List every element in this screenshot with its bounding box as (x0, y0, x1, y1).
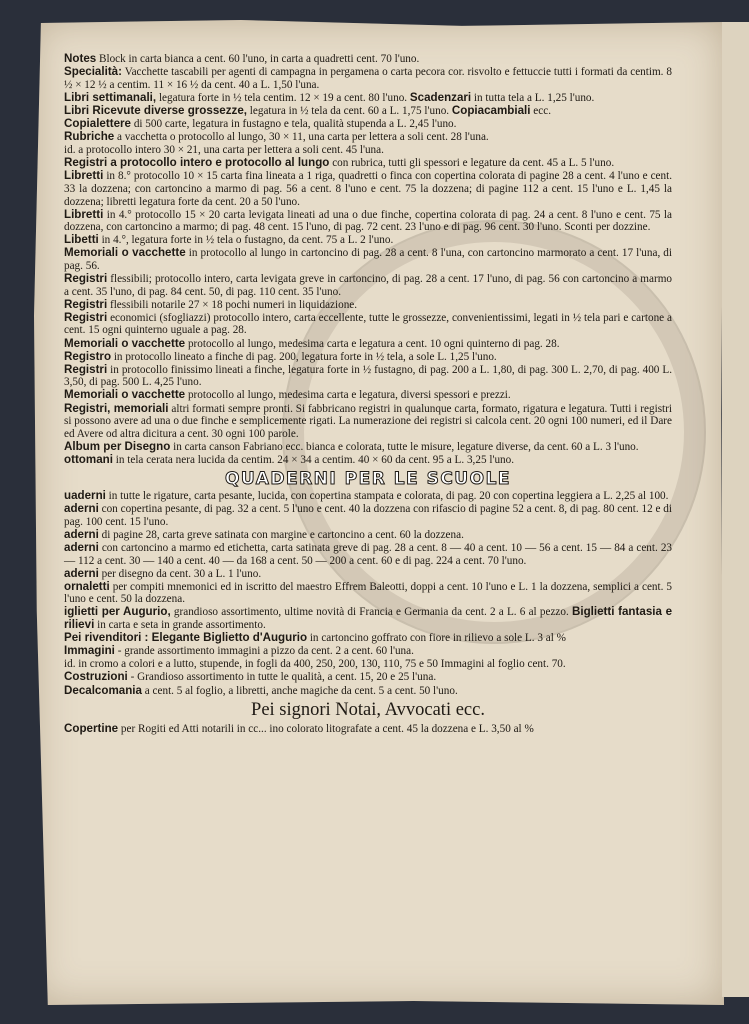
list-item (64, 658, 672, 671)
notary-entries (64, 723, 672, 736)
list-item (64, 157, 672, 170)
entry-subtext: ecc. (533, 104, 551, 117)
list-item (64, 247, 672, 272)
list-item (64, 568, 672, 581)
entry-text: economici (sfogliazzi) protocollo intero, carta eccellente, tutte le grossezze, convenientissimi, legati in ½ tela pari e cartone a cent. 15 ogni quinterno uguale a pag. 28. (64, 311, 672, 337)
entry-text: protocollo al lungo, medesima carta e legatura a cent. 10 ogni quinterno di pag. 28. (187, 337, 560, 350)
entry-title: Album per Disegno (64, 439, 171, 453)
entry-title: Libetti (64, 233, 99, 247)
entry-title: Registri, memoriali (64, 401, 169, 415)
list-item (64, 671, 672, 684)
list-item (64, 529, 672, 542)
entry-text: a vacchetta o protocollo al lungo, 30 × 11, una carta per lettera a soli cent. 28 l'una. (117, 131, 489, 144)
entry-text: in carta canson Fabriano ecc. bianca e colorata, tutte le misure, legature diverse, da cent. 60 a L. 3 l'uno. (173, 440, 639, 453)
section-title-notai: Pei signori Notai, Avvocati ecc. (251, 700, 485, 721)
entry-subtext: in tutta tela a L. 1,25 l'uno. (473, 91, 595, 104)
section-title-quaderni: QUADERNI PER LE SCUOLE (224, 468, 512, 489)
list-item (64, 645, 672, 658)
entry-title: Registro (64, 349, 112, 363)
list-item (64, 312, 672, 337)
entry-text: flessibili; protocollo intero, carta levigata greve in cartoncino, di pag. 28 a cent. 17 l'uno, di pag. 56 con cartoncino a marmo a cent. 35 l'uno, di pag. 84 cent. 50, di pag. 110 cent. 35 l'uno. (64, 273, 673, 298)
list-item (64, 606, 672, 631)
list-item (64, 351, 672, 364)
entry-title: Registri (64, 297, 108, 311)
list-item (64, 632, 672, 645)
list-item (64, 364, 672, 389)
entry-text: in tutte le rigature, carta pesante, lucida, con copertina stampata e colorata, di pag. 20 con copertina leggiera a L. 2,25 al 100. (108, 490, 669, 503)
entry-text: in tela cerata nera lucida da centim. 24 × 34 a centim. 40 × 60 da cent. 95 a L. 3,25 l'uno. (115, 453, 515, 466)
entry-text: Vacchette tascabili per agenti di campagna in pergamena o carta pecora cor. risvolto e fettuccie tutti i formati da centim. 8 ½ × 12 ½ a centim. 11 × 16 ½ da cent. 40 a L. 1,50 l'una. (64, 66, 672, 91)
entry-text: di pagine 28, carta greve satinata con margine e cartoncino a cent. 60 la dozzena. (101, 528, 464, 541)
list-item (64, 723, 672, 736)
list-item (64, 389, 672, 402)
entry-subtitle: Copiacambiali (451, 103, 531, 117)
entry-title: ottomani (64, 452, 113, 466)
list-item (64, 542, 672, 567)
list-item (64, 454, 672, 467)
list-item (64, 581, 672, 606)
entry-title: ornaletti (64, 579, 110, 593)
entry-title: Memoriali o vacchette (64, 246, 186, 260)
entry-text: di 500 carte, legatura in fustagno e tela, qualità stupenda a L. 2,45 l'uno. (133, 117, 457, 130)
price-list (64, 53, 672, 736)
entry-text: in protocollo lineato a finche di pag. 200, legatura forte in ½ tela, a sole L. 1,25 l'uno. (113, 350, 497, 363)
entry-subtitle: Biglietti fantasia e rilievi (64, 605, 673, 632)
entry-title: Copialettere (64, 116, 132, 130)
entry-text: protocollo al lungo, medesima carta e legatura, diversi spessori e prezzi. (187, 389, 511, 402)
entry-title: Libri settimanali, (64, 90, 157, 104)
entry-text: in 4.° protocollo 15 × 20 carta levigata lineati ad una o due finche, copertina colorata di pag. 24 a cent. 8 l'uno e cent. 75 la dozzena, con cartoncino a marmo; di pag. 48 cent. 15 l'uno, di pag. 72 cent. 23 l'uno e di pag. 96 cent. 30 l'uno. Sconti per dozzine. (64, 208, 673, 234)
right-paper-edge (722, 22, 749, 997)
entry-text: id. a protocollo intero 30 × 21, una carta per lettera a soli cent. 45 l'una. (64, 144, 384, 157)
list-item (64, 209, 672, 234)
entry-text: - grande assortimento immagini a pizzo da cent. 2 a cent. 60 l'una. (117, 645, 414, 658)
list-item (64, 92, 672, 105)
list-item (64, 273, 672, 298)
entry-text: in protocollo al lungo in cartoncino di pag. 28 a cent. 8 l'una, con cartoncino marmorato a cent. 17 l'una, di pag. 56. (64, 247, 673, 272)
entry-title: aderni (64, 566, 99, 580)
entry-title: aderni (64, 540, 99, 554)
entry-title: Copertine (64, 721, 119, 735)
list-item (64, 170, 672, 208)
entry-title: Libri Ricevute diverse grossezze, (64, 103, 247, 117)
entry-text: in 4.°, legatura forte in ½ tela o fustagno, da cent. 75 a L. 2 l'uno. (101, 234, 394, 247)
entry-title: Libretti (64, 207, 104, 221)
entry-title: aderni (64, 502, 99, 516)
entry-text: Block in carta bianca a cent. 60 l'uno, in carta a quadretti cent. 70 l'uno. (99, 53, 420, 65)
list-item (64, 490, 672, 503)
entry-text: per compiti mnemonici ed in iscritto del maestro Effrem Baleotti, doppi a cent. 10 l'uno e L. 1 la dozzena, semplici a cent. 5 l'uno e cent. 50 la dozzena. (64, 580, 672, 606)
entry-text: legatura forte in ½ tela centim. 12 × 19 a cent. 80 l'uno. (158, 91, 408, 104)
entry-title: Registri a protocollo intero e protocollo al lungo (64, 156, 330, 170)
entry-title: Libretti (64, 169, 104, 183)
list-item (64, 685, 672, 698)
list-item (64, 144, 672, 157)
entry-text: in cartoncino goffrato con fiore in rilievo a sole L. 3 al % (309, 632, 566, 645)
list-item (64, 503, 672, 528)
list-item (64, 234, 672, 247)
entry-text: a cent. 5 al foglio, a libretti, anche magiche da cent. 5 a cent. 50 l'uno. (144, 684, 458, 697)
entry-title: Rubriche (64, 130, 115, 144)
entry-text: grandioso assortimento, ultime novità di Francia e Germania da cent. 2 a L. 6 al pezzo. (173, 606, 569, 619)
entry-title: Registri (64, 272, 108, 286)
entry-text: in 8.° protocollo 10 × 15 carta fina lineata a 1 riga, quadretti o finca con copertina colorata di pagine 28 a cent. 4 l'uno e cent. 33 la dozzena; con cartoncino a marmo di pag. 56 a cent. 8 l'uno e cent. 75 la dozzena; di pagine 112 a cent. 15 l'uno e L. 1,45 la dozzena; libretti legatura forte da cent. 20 a 50 l'uno. (64, 170, 673, 208)
entry-title: Memoriali o vacchette (64, 336, 186, 350)
list-item (64, 66, 672, 91)
entry-title: Notes (64, 52, 97, 65)
entry-text: altri formati sempre pronti. Si fabbricano registri in qualunque carta, formato, rigatura e legatura. Tutti i registri si possono avere ad una o due finche e semplicemente rigati. La numerazione dei registri si calcola cent. 20 ogni 100 numeri, ed il Dare ed Avere od altra dicitura a cent. 30 ogni 100 parole. (64, 402, 672, 440)
list-item (64, 53, 672, 66)
entry-title: Specialità: (64, 65, 122, 79)
school-entries (64, 490, 672, 697)
entry-text: flessibili notarile 27 × 18 pochi numeri in liquidazione. (109, 298, 358, 311)
entry-text: legatura in ½ tela da cent. 60 a L. 1,75 l'uno. (249, 104, 450, 117)
entry-text: con copertina pesante, di pag. 32 a cent. 5 l'uno e cent. 40 la dozzena con rifascio di pagine 52 a cent. 8, di pag. 80 cent. 12 e di pag. 100 cent. 15 l'uno. (64, 503, 672, 528)
entry-text: per Rogiti ed Atti notarili in cc... ino colorato litografate a cent. 45 la dozzena e L. 3,50 al % (120, 722, 534, 735)
entry-title: Memoriali o vacchette (64, 388, 186, 402)
entry-text: in protocollo finissimo lineati a finche, legatura forte in ½ fustagno, di pag. 200 a L. 1,80, di pag. 300 L. 2,70, di pag. 400 L. 3,50, di pag. 500 L. 4,25 l'uno. (64, 363, 673, 389)
entry-title: aderni (64, 527, 99, 541)
entry-text: con rubrica, tutti gli spessori e legature da cent. 45 a L. 5 l'uno. (332, 157, 615, 170)
entry-title: Costruzioni (64, 670, 128, 684)
list-item (64, 299, 672, 312)
entry-title: Immagini (64, 644, 115, 658)
list-item (64, 131, 672, 144)
entry-subtitle: Scadenzari (409, 90, 472, 104)
entry-text: - Grandioso assortimento in tutte le qualità, a cent. 15, 20 e 25 l'una. (130, 671, 437, 684)
list-item (64, 118, 672, 131)
entry-title: Decalcomania (64, 683, 142, 697)
list-item (64, 105, 672, 118)
entry-text: id. in cromo a colori e a lutto, stupende, in fogli da 400, 250, 200, 130, 110, 75 e 50 Immagini al foglio cent. 70. (64, 658, 566, 671)
entry-title: Pei rivenditori : Elegante Biglietto d'Augurio (64, 631, 308, 645)
top-entries (64, 53, 672, 467)
list-item (64, 441, 672, 454)
entry-text: con cartoncino a marmo ed etichetta, carta satinata greve di pag. 28 a cent. 8 — 40 a cent. 10 — 56 a cent. 15 — 84 a cent. 23 — 112 a cent. 30 — 140 a cent. 40 — da 168 a cent. 50 — 200 a cent. 60 e di pag. 224 a cent. 70 l'uno. (64, 541, 673, 567)
entry-text: per disegno da cent. 30 a L. 1 l'uno. (101, 567, 262, 580)
entry-subtext: in carta e seta in grande assortimento. (97, 619, 266, 632)
entry-title: uaderni (64, 489, 106, 503)
list-item (64, 338, 672, 351)
entry-title: iglietti per Augurio, (64, 605, 171, 619)
entry-title: Registri (64, 310, 108, 324)
list-item (64, 403, 672, 441)
entry-title: Registri (64, 362, 108, 376)
